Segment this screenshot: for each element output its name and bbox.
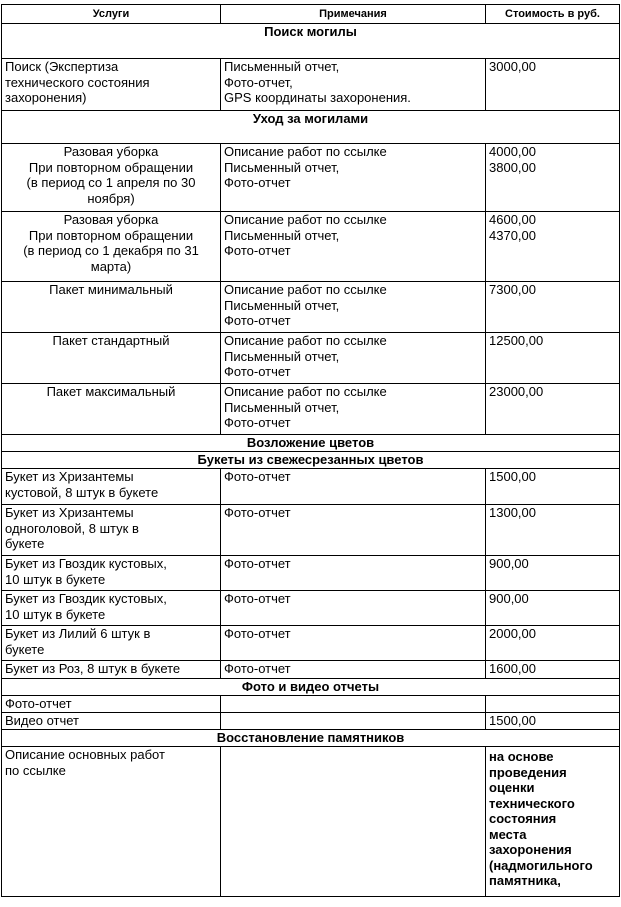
service-cell: Букет из Хризантемы одноголовой, 8 штук в букете bbox=[2, 505, 221, 556]
notes-cell: Описание работ по ссылке Письменный отчет, Фото-отчет bbox=[221, 384, 486, 435]
table-row bbox=[2, 696, 620, 713]
service-cell: Пакет стандартный bbox=[2, 333, 221, 384]
table-row bbox=[2, 505, 620, 556]
table-row bbox=[2, 626, 620, 661]
table-row bbox=[2, 747, 620, 897]
price-cell: 900,00 bbox=[486, 556, 620, 591]
notes-cell bbox=[221, 747, 486, 897]
price-cell: 1500,00 bbox=[486, 469, 620, 505]
section-row bbox=[2, 111, 620, 144]
price-cell: 1300,00 bbox=[486, 505, 620, 556]
table-row bbox=[2, 469, 620, 505]
notes-cell: Описание работ по ссылке Письменный отчет, Фото-отчет bbox=[221, 282, 486, 333]
service-cell: Пакет максимальный bbox=[2, 384, 221, 435]
table-row bbox=[2, 713, 620, 730]
price-cell: 900,00 bbox=[486, 591, 620, 626]
notes-cell: Фото-отчет bbox=[221, 626, 486, 661]
notes-cell: Описание работ по ссылке Письменный отчет, Фото-отчет bbox=[221, 333, 486, 384]
price-table bbox=[1, 4, 620, 897]
header-services: Услуги bbox=[2, 5, 221, 24]
notes-cell: Описание работ по ссылке Письменный отчет, Фото-отчет bbox=[221, 144, 486, 212]
section-care: Уход за могилами bbox=[2, 111, 620, 144]
price-cell: на основе проведения оценки технического состояния места захоронения (надмогильного памятника, bbox=[486, 747, 620, 897]
notes-cell: Фото-отчет bbox=[221, 505, 486, 556]
service-cell: Пакет минимальный bbox=[2, 282, 221, 333]
service-cell: Описание основных работ по ссылке bbox=[2, 747, 221, 897]
table-row bbox=[2, 212, 620, 282]
section-row bbox=[2, 24, 620, 59]
table-row bbox=[2, 384, 620, 435]
section-restoration: Восстановление памятников bbox=[2, 730, 620, 747]
section-bouquets: Букеты из свежесрезанных цветов bbox=[2, 452, 620, 469]
section-row bbox=[2, 730, 620, 747]
service-cell: Букет из Гвоздик кустовых, 10 штук в букете bbox=[2, 556, 221, 591]
service-cell: Фото-отчет bbox=[2, 696, 221, 713]
price-cell: 2000,00 bbox=[486, 626, 620, 661]
section-flowers: Возложение цветов bbox=[2, 435, 620, 452]
section-row bbox=[2, 435, 620, 452]
notes-cell bbox=[221, 696, 486, 713]
price-cell: 23000,00 bbox=[486, 384, 620, 435]
table-row bbox=[2, 144, 620, 212]
header-notes: Примечания bbox=[221, 5, 486, 24]
service-cell: Разовая уборка При повторном обращении (в период со 1 апреля по 30 ноября) bbox=[2, 144, 221, 212]
service-cell: Поиск (Экспертиза технического состояния захоронения) bbox=[2, 59, 221, 111]
service-cell: Разовая уборка При повторном обращении (в период со 1 декабря по 31 марта) bbox=[2, 212, 221, 282]
notes-cell: Фото-отчет bbox=[221, 661, 486, 679]
service-cell: Букет из Гвоздик кустовых, 10 штук в букете bbox=[2, 591, 221, 626]
price-cell: 7300,00 bbox=[486, 282, 620, 333]
notes-cell bbox=[221, 713, 486, 730]
section-search: Поиск могилы bbox=[2, 24, 620, 59]
service-cell: Букет из Лилий 6 штук в букете bbox=[2, 626, 221, 661]
price-cell: 3000,00 bbox=[486, 59, 620, 111]
table-row bbox=[2, 661, 620, 679]
table-row bbox=[2, 556, 620, 591]
notes-cell: Фото-отчет bbox=[221, 469, 486, 505]
service-cell: Букет из Хризантемы кустовой, 8 штук в букете bbox=[2, 469, 221, 505]
table-row bbox=[2, 591, 620, 626]
table-row bbox=[2, 59, 620, 111]
price-cell: 12500,00 bbox=[486, 333, 620, 384]
price-cell: 4600,00 4370,00 bbox=[486, 212, 620, 282]
table-row bbox=[2, 282, 620, 333]
notes-cell: Фото-отчет bbox=[221, 591, 486, 626]
price-cell bbox=[486, 696, 620, 713]
price-cell: 1600,00 bbox=[486, 661, 620, 679]
service-cell: Видео отчет bbox=[2, 713, 221, 730]
header-price: Стоимость в руб. bbox=[486, 5, 620, 24]
notes-cell: Описание работ по ссылке Письменный отчет, Фото-отчет bbox=[221, 212, 486, 282]
notes-cell: Фото-отчет bbox=[221, 556, 486, 591]
header-row bbox=[2, 5, 620, 24]
price-cell: 1500,00 bbox=[486, 713, 620, 730]
table-row bbox=[2, 333, 620, 384]
section-row bbox=[2, 679, 620, 696]
service-cell: Букет из Роз, 8 штук в букете bbox=[2, 661, 221, 679]
price-cell: 4000,00 3800,00 bbox=[486, 144, 620, 212]
section-reports: Фото и видео отчеты bbox=[2, 679, 620, 696]
notes-cell: Письменный отчет, Фото-отчет, GPS координаты захоронения. bbox=[221, 59, 486, 111]
section-row bbox=[2, 452, 620, 469]
